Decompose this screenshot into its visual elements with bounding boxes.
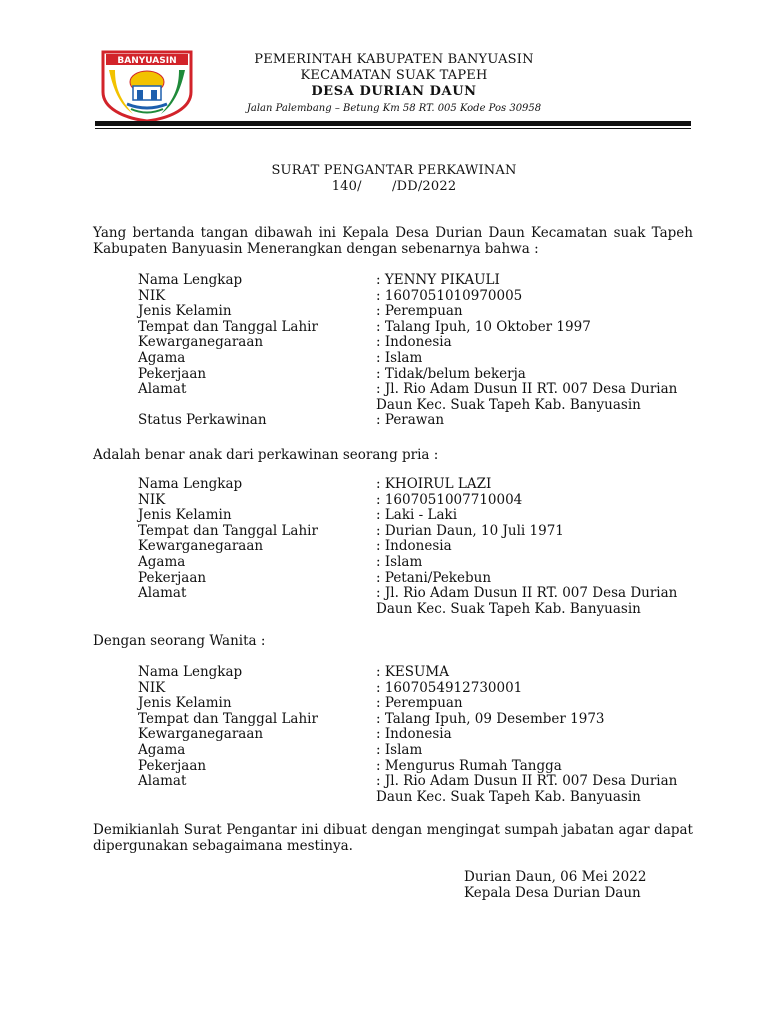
field-row [138, 727, 698, 743]
field-row [138, 367, 698, 383]
field-row [138, 508, 698, 524]
field-label: Jenis Kelamin [138, 303, 232, 320]
field-label: Pekerjaan [138, 569, 207, 586]
field-row [138, 320, 698, 336]
intro-paragraph: Yang bertanda tangan dibawah ini Kepala Desa Durian Daun Kecamatan suak Tapeh Kabupaten Banyuasin Menerangkan dengan sebenarnya bahwa : [93, 225, 693, 257]
field-label: Alamat [138, 585, 187, 602]
field-value: : Islam [376, 741, 423, 758]
field-value: : YENNY PIKAULI [376, 272, 500, 288]
father-intro: Adalah benar anak dari perkawinan seorang pria : [93, 447, 439, 463]
field-label: Nama Lengkap [138, 664, 243, 680]
field-label: NIK [138, 287, 166, 304]
field-label: Pekerjaan [138, 365, 207, 382]
field-value: : Indonesia [376, 538, 452, 555]
field-label: NIK [138, 491, 166, 508]
field-row [138, 681, 698, 697]
field-label: Jenis Kelamin [138, 695, 232, 712]
village-address: Jalan Palembang – Betung Km 58 RT. 005 Kode Pos 30958 [246, 103, 542, 114]
field-row [138, 774, 698, 790]
field-label: Nama Lengkap [138, 476, 243, 492]
field-row [138, 696, 698, 712]
field-label: Nama Lengkap [138, 272, 243, 288]
bride-details [138, 273, 698, 429]
signature-block [464, 869, 646, 901]
field-value: : Perawan [376, 412, 445, 429]
field-row [138, 304, 698, 320]
field-row [138, 493, 698, 509]
field-row [138, 539, 698, 555]
field-label: Kewarganegaraan [138, 334, 264, 351]
field-row [138, 273, 698, 289]
field-row [138, 382, 698, 398]
field-value: : Jl. Rio Adam Dusun II RT. 007 Desa Durian [376, 773, 678, 790]
field-label: NIK [138, 679, 166, 696]
father-details [138, 477, 698, 617]
signature-position: Kepala Desa Durian Daun [464, 885, 641, 901]
field-value-continued: Daun Kec. Suak Tapeh Kab. Banyuasin [376, 600, 641, 617]
field-value: : Talang Ipuh, 10 Oktober 1997 [376, 318, 591, 335]
field-value: : KESUMA [376, 664, 449, 680]
field-row [138, 289, 698, 305]
field-value: : KHOIRUL LAZI [376, 476, 492, 492]
field-value: : Islam [376, 349, 423, 366]
field-value: : Islam [376, 553, 423, 570]
field-row [138, 712, 698, 728]
letterhead [196, 52, 592, 116]
field-value: : Jl. Rio Adam Dusun II RT. 007 Desa Durian [376, 381, 678, 398]
field-row [138, 555, 698, 571]
field-value: : 1607051007710004 [376, 491, 523, 508]
field-label: Agama [138, 349, 186, 366]
field-value-continued: Daun Kec. Suak Tapeh Kab. Banyuasin [376, 396, 641, 413]
field-label: Pekerjaan [138, 757, 207, 774]
mother-intro: Dengan seorang Wanita : [93, 633, 266, 649]
field-label: Tempat dan Tanggal Lahir [138, 318, 318, 335]
field-row [138, 571, 698, 587]
field-value: : Perempuan [376, 303, 463, 320]
field-value: : Talang Ipuh, 09 Desember 1973 [376, 710, 605, 727]
field-row [138, 351, 698, 367]
field-label: Alamat [138, 381, 187, 398]
field-value: : Mengurus Rumah Tangga [376, 757, 562, 774]
field-row [138, 477, 698, 493]
field-label: Kewarganegaraan [138, 538, 264, 555]
emblem-text: BANYUASIN [117, 56, 177, 66]
field-row [138, 586, 698, 602]
field-value: : Petani/Pekebun [376, 569, 492, 586]
banyuasin-emblem-icon [97, 48, 197, 122]
field-row [138, 413, 698, 429]
field-label: Agama [138, 741, 186, 758]
closing-paragraph: Demikianlah Surat Pengantar ini dibuat dengan mengingat sumpah jabatan agar dapat dipergunakan sebagaimana mestinya. [93, 822, 693, 854]
field-value: : 1607054912730001 [376, 679, 523, 696]
field-value: : Perempuan [376, 695, 463, 712]
field-label: Alamat [138, 773, 187, 790]
field-value: : 1607051010970005 [376, 287, 523, 304]
field-row [138, 743, 698, 759]
district-name: KECAMATAN SUAK TAPEH [300, 68, 488, 83]
signature-place-date: Durian Daun, 06 Mei 2022 [464, 869, 647, 885]
mother-details [138, 665, 698, 805]
field-value: : Indonesia [376, 726, 452, 743]
field-label: Jenis Kelamin [138, 507, 232, 524]
field-row [138, 759, 698, 775]
letter-number: 140/ /DD/2022 [331, 179, 457, 194]
field-label: Agama [138, 553, 186, 570]
header-divider-thin [95, 128, 691, 129]
government-name: PEMERINTAH KABUPATEN BANYUASIN [254, 52, 534, 67]
field-label: Tempat dan Tanggal Lahir [138, 522, 318, 539]
field-label: Tempat dan Tanggal Lahir [138, 710, 318, 727]
field-label: Status Perkawinan [138, 412, 267, 429]
field-value: : Indonesia [376, 334, 452, 351]
field-value: : Tidak/belum bekerja [376, 365, 526, 382]
letter-title [196, 163, 592, 195]
village-name: DESA DURIAN DAUN [311, 84, 477, 99]
field-row [138, 665, 698, 681]
field-row [138, 335, 698, 351]
field-value: : Durian Daun, 10 Juli 1971 [376, 522, 564, 539]
header-divider-thick [95, 121, 691, 126]
field-value-continued: Daun Kec. Suak Tapeh Kab. Banyuasin [376, 788, 641, 805]
letter-heading: SURAT PENGANTAR PERKAWINAN [271, 163, 517, 178]
field-value: : Jl. Rio Adam Dusun II RT. 007 Desa Durian [376, 585, 678, 602]
field-row [138, 524, 698, 540]
field-label: Kewarganegaraan [138, 726, 264, 743]
field-value: : Laki - Laki [376, 507, 458, 524]
